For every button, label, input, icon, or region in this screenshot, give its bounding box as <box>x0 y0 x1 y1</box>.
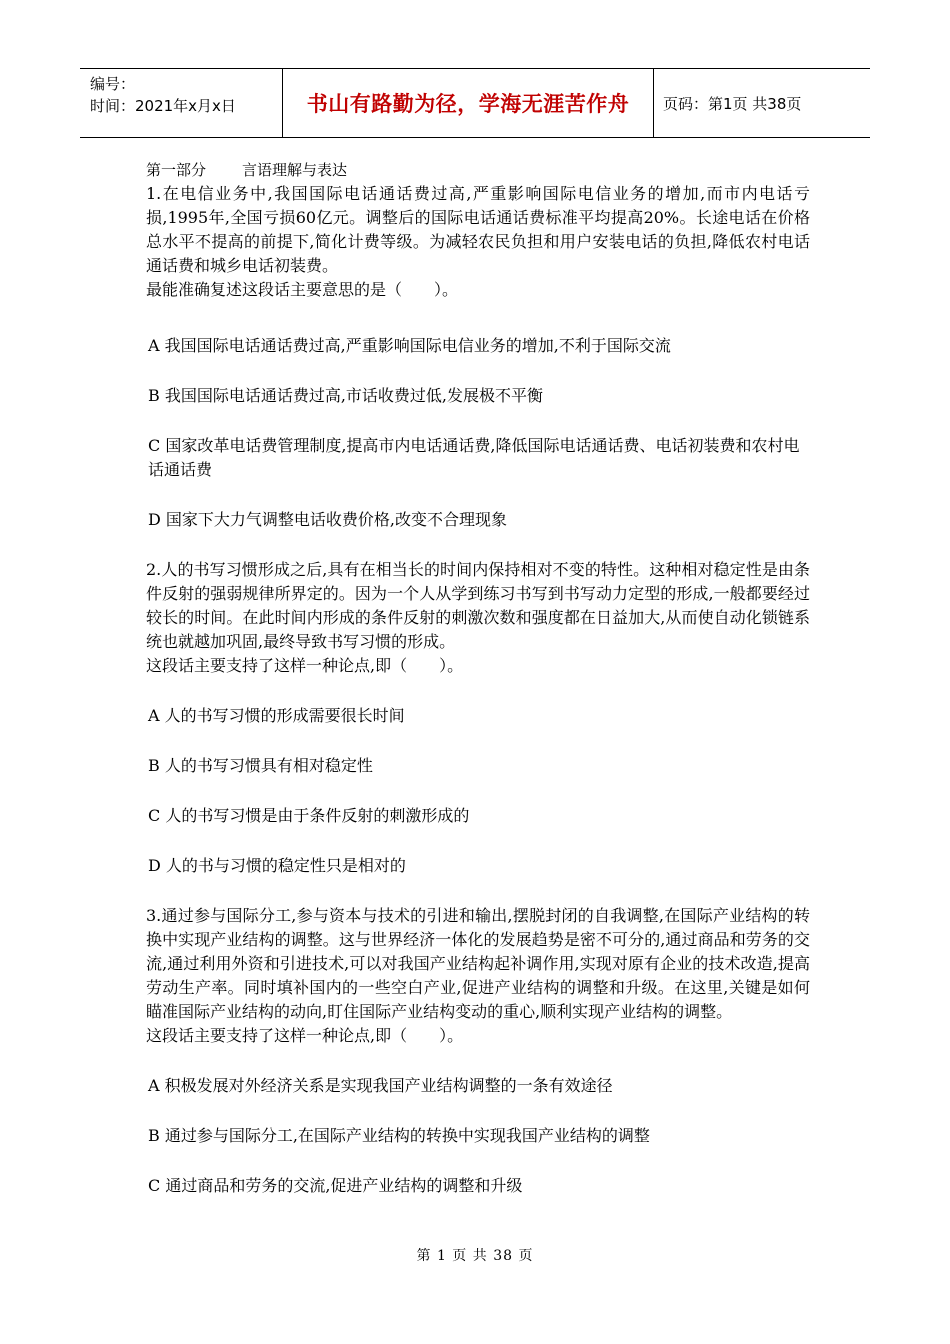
question-2-option-b: B 人的书写习惯具有相对稳定性 <box>148 756 373 775</box>
header-date: 时间：2021年x月x日 <box>90 97 236 115</box>
question-2-option-d: D 人的书与习惯的稳定性只是相对的 <box>148 856 406 875</box>
page-header <box>80 68 870 138</box>
question-1-option-b: B 我国国际电话通话费过高,市话收费过低,发展极不平衡 <box>148 386 544 405</box>
question-2-stem: 2.人的书写习惯形成之后,具有在相当长的时间内保持相对不变的特性。这种相对稳定性是由条件反射的强弱规律所界定的。因为一个人从学到练习书写到书写动力定型的形成,一般都要经过较长的时间。在此时间内形成的条件反射的刺激次数和强度都在日益加大,从而使自动化锁链系统也就越加巩固,最终导致书写习惯的形成。 <box>146 560 810 651</box>
header-motto: 书山有路勤为径，学海无涯苦作舟 <box>306 92 630 116</box>
question-1-option-d: D 国家下大力气调整电话收费价格,改变不合理现象 <box>148 510 508 529</box>
question-2-option-a: A 人的书写习惯的形成需要很长时间 <box>148 706 405 725</box>
question-1-prompt: 最能准确复述这段话主要意思的是（ ）。 <box>146 280 459 299</box>
question-1-option-a: A 我国国际电话通话费过高,严重影响国际电信业务的增加,不利于国际交流 <box>148 336 671 355</box>
header-divider <box>653 69 654 137</box>
question-2-option-c: C 人的书写习惯是由于条件反射的刺激形成的 <box>148 806 470 825</box>
question-1-option-c: C 国家改革电话费管理制度,提高市内电话通话费,降低国际电话通话费、电话初装费和农村电话通话费 <box>148 436 800 479</box>
question-3-stem: 3.通过参与国际分工,参与资本与技术的引进和输出,摆脱封闭的自我调整,在国际产业结构的转换中实现产业结构的调整。这与世界经济一体化的发展趋势是密不可分的,通过商品和劳务的交流,通过利用外资和引进技术,可以对我国产业结构起补调作用,实现对原有企业的技术改造,提高劳动生产率。同时填补国内的一些空白产业,促进产业结构的调整和升级。在这里,关键是如何瞄准国际产业结构的动向,盯住国际产业结构变动的重心,顺利实现产业结构的调整。 <box>146 906 810 1021</box>
header-number-label: 编号： <box>90 75 136 93</box>
question-1-stem: 1.在电信业务中,我国国际电话通话费过高,严重影响国际电信业务的增加,而市内电话亏损,1995年,全国亏损60亿元。调整后的国际电话通话费标准平均提高20%。长途电话在价格总水平不提高的前提下,简化计费等级。为减轻农民负担和用户安装电话的负担,降低农村电话通话费和城乡电话初装费。 <box>146 184 810 275</box>
document-body <box>146 158 810 1198</box>
header-page-info: 页码：第1页 共38页 <box>663 94 802 113</box>
question-3-option-b: B 通过参与国际分工,在国际产业结构的转换中实现我国产业结构的调整 <box>148 1126 650 1145</box>
question-3-option-a: A 积极发展对外经济关系是实现我国产业结构调整的一条有效途径 <box>148 1076 613 1095</box>
question-3-option-c: C 通过商品和劳务的交流,促进产业结构的调整和升级 <box>148 1176 523 1195</box>
question-3-prompt: 这段话主要支持了这样一种论点,即（ ）。 <box>146 1026 464 1045</box>
section-title <box>146 158 810 182</box>
section-name: 言语理解与表达 <box>242 161 348 179</box>
header-meta <box>90 73 236 117</box>
page-footer: 第 1 页 共 38 页 <box>416 1248 534 1264</box>
question-2-prompt: 这段话主要支持了这样一种论点,即（ ）。 <box>146 656 464 675</box>
section-part: 第一部分 <box>146 161 207 179</box>
